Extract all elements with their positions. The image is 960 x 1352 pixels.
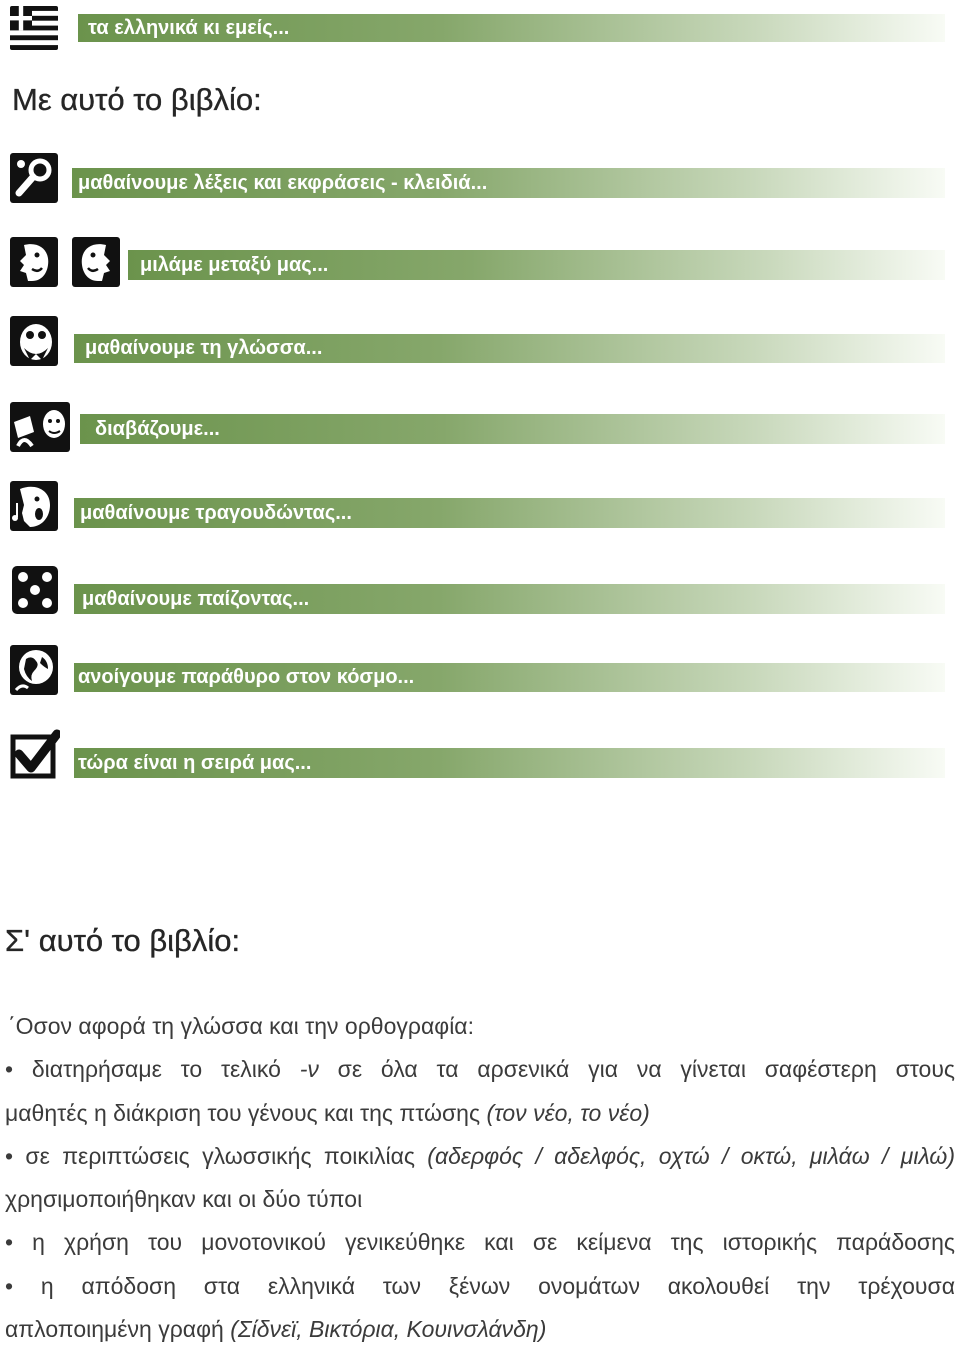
talking-face-icon [10,237,58,287]
section-label: μαθαίνουμε παίζοντας... [82,588,310,610]
note-text: απλοποιημένη γραφή [5,1316,231,1343]
greek-flag-icon [10,4,58,52]
note-item-continuation [5,1178,955,1221]
section-banner-world [74,663,945,692]
dice-icon [12,566,58,614]
note-item-continuation [5,1308,955,1351]
globe-icon [10,645,58,695]
top-banner [78,14,945,42]
section-label: ανοίγουμε παράθυρο στον κόσμο... [78,666,415,688]
magnifier-key-icon [10,153,58,203]
note-item [5,1135,955,1178]
section-banner-speaking [128,250,945,280]
note-text: σε περιπτώσεις γλωσσικής ποικιλίας [25,1142,428,1169]
bullet: • [5,1229,14,1256]
note-item-continuation [5,1092,955,1135]
bullet: • [5,1142,14,1169]
section-label: μιλάμε μεταξύ μας... [140,254,329,276]
section-banner-playing [74,584,945,614]
note-text: η χρήση του μονοτονικού γενικεύθηκε και σε κείμενα της ιστορικής παράδοσης [32,1229,956,1256]
note-text: σε όλα τα αρσενικά για να γίνεται σαφέστερη στους [318,1056,955,1083]
note-text: διατηρήσαμε το τελικό [31,1056,300,1083]
section-banner-singing [74,498,945,528]
note-text: μαθητές η διάκριση του γένους και της πτώσης [5,1099,487,1126]
section-label: τώρα είναι η σειρά μας... [78,752,312,774]
bullet: • [5,1272,14,1299]
note-example: -ν [299,1056,319,1083]
section-banner-reading [80,414,945,444]
note-example: (Σίδνεϊ, Βικτόρια, Κουινσλάνδη) [230,1316,547,1343]
note-text: χρησιμοποιήθηκαν και οι δύο τύποι [5,1186,363,1213]
checkmark-icon [10,729,60,779]
note-item [5,1265,955,1308]
bullet: • [5,1056,14,1083]
section-banner-keywords [72,168,945,198]
note-text: η απόδοση στα ελληνικά των ξένων ονομάτων ακολουθεί την τρέχουσα [40,1272,955,1299]
notes-intro: ΄Οσον αφορά τη γλώσσα και την ορθογραφία: [8,1013,474,1039]
section-label: διαβάζουμε... [95,418,220,440]
language-face-icon [10,316,58,366]
reading-figures-icon [10,402,70,452]
note-example: (τον νέο, το νέο) [486,1099,650,1126]
section-label: μαθαίνουμε τραγουδώντας... [80,502,352,524]
note-item [5,1221,955,1264]
talking-face-icon [72,237,120,287]
section-banner-our-turn [74,748,945,778]
notes-heading: Σ' αυτό το βιβλίο: [5,923,241,958]
notes-block [5,1005,955,1351]
section-banner-language [74,334,945,363]
section-label: μαθαίνουμε τη γλώσσα... [85,337,323,359]
singing-face-icon [10,481,58,531]
note-example: (αδερφός / αδελφός, οχτώ / οκτώ, μιλάω / μιλώ) [427,1142,956,1169]
intro-heading: Με αυτό το βιβλίο: [12,82,262,117]
section-label: μαθαίνουμε λέξεις και εκφράσεις - κλειδιά... [78,172,488,194]
note-item [5,1048,955,1091]
top-banner-label: τα ελληνικά κι εμείς... [88,17,290,39]
